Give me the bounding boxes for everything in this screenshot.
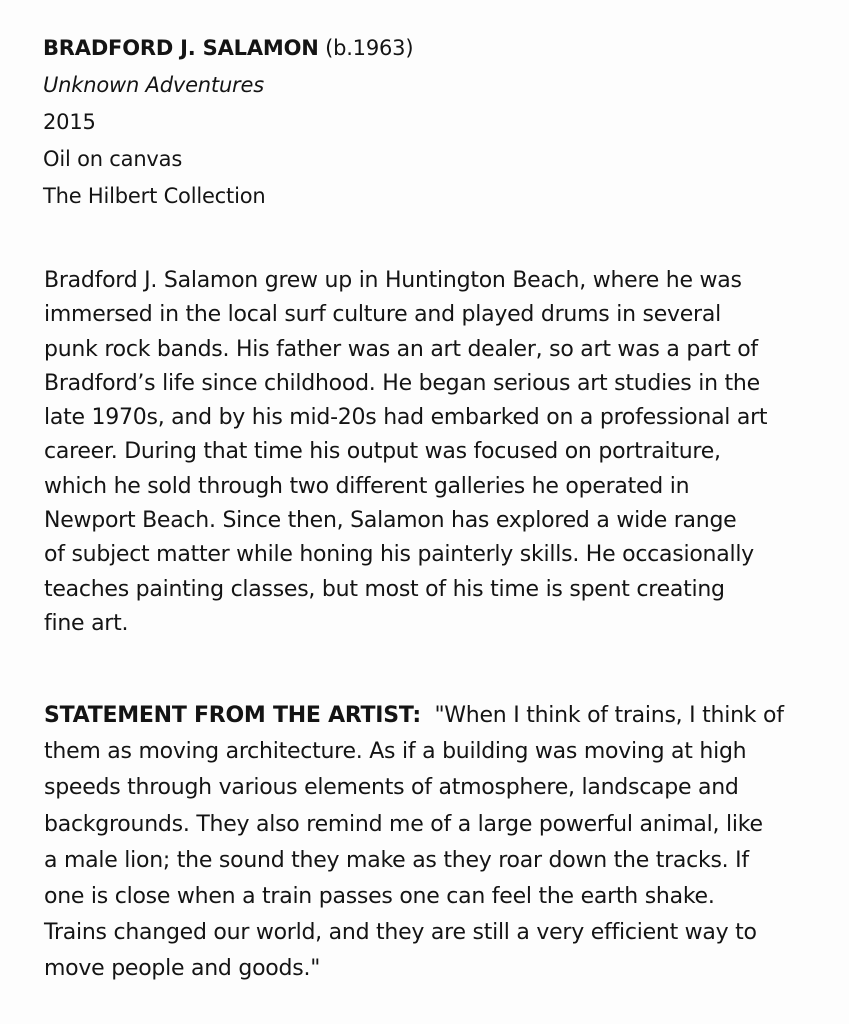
statement-first-line bbox=[44, 698, 814, 734]
artwork-year: 2015 bbox=[43, 110, 96, 134]
artist-biography bbox=[44, 264, 814, 641]
artwork-info-block bbox=[43, 30, 413, 215]
artwork-medium: Oil on canvas bbox=[43, 147, 183, 171]
statement-heading: STATEMENT FROM THE ARTIST: bbox=[44, 703, 421, 728]
bio-line: late 1970s, and by his mid-20s had embarked on a professional art bbox=[44, 405, 768, 431]
artist-line bbox=[43, 30, 413, 67]
bio-line: teaches painting classes, but most of his time is spent creating bbox=[44, 576, 725, 602]
statement-line: speeds through various elements of atmosphere, landscape and bbox=[44, 775, 739, 801]
artist-dates: (b.1963) bbox=[318, 36, 414, 60]
bio-line: punk rock bands. His father was an art dealer, so art was a part of bbox=[44, 336, 758, 362]
artwork-title: Unknown Adventures bbox=[43, 73, 264, 97]
statement-line: "When I think of trains, I think of bbox=[420, 703, 784, 728]
artist-name: BRADFORD J. SALAMON bbox=[43, 36, 319, 60]
statement-line: a male lion; the sound they make as they roar down the tracks. If bbox=[44, 847, 749, 873]
statement-line: them as moving architecture. As if a building was moving at high bbox=[44, 739, 747, 765]
statement-line: Trains changed our world, and they are still a very efficient way to bbox=[44, 920, 757, 946]
bio-line: Newport Beach. Since then, Salamon has explored a wide range bbox=[44, 508, 737, 534]
bio-line: of subject matter while honing his painterly skills. He occasionally bbox=[44, 542, 754, 568]
bio-line: Bradford’s life since childhood. He began serious art studies in the bbox=[44, 370, 760, 396]
bio-line: career. During that time his output was focused on portraiture, bbox=[44, 439, 721, 465]
statement-line: move people and goods." bbox=[44, 956, 321, 982]
artist-statement bbox=[44, 698, 814, 988]
bio-line: which he sold through two different galleries he operated in bbox=[44, 473, 690, 499]
bio-line: Bradford J. Salamon grew up in Huntington Beach, where he was bbox=[44, 268, 742, 293]
artwork-collection: The Hilbert Collection bbox=[43, 184, 266, 208]
statement-line: one is close when a train passes one can feel the earth shake. bbox=[44, 884, 715, 910]
bio-line: immersed in the local surf culture and played drums in several bbox=[44, 302, 721, 328]
bio-line: fine art. bbox=[44, 610, 129, 636]
statement-line: backgrounds. They also remind me of a large powerful animal, like bbox=[44, 811, 763, 837]
